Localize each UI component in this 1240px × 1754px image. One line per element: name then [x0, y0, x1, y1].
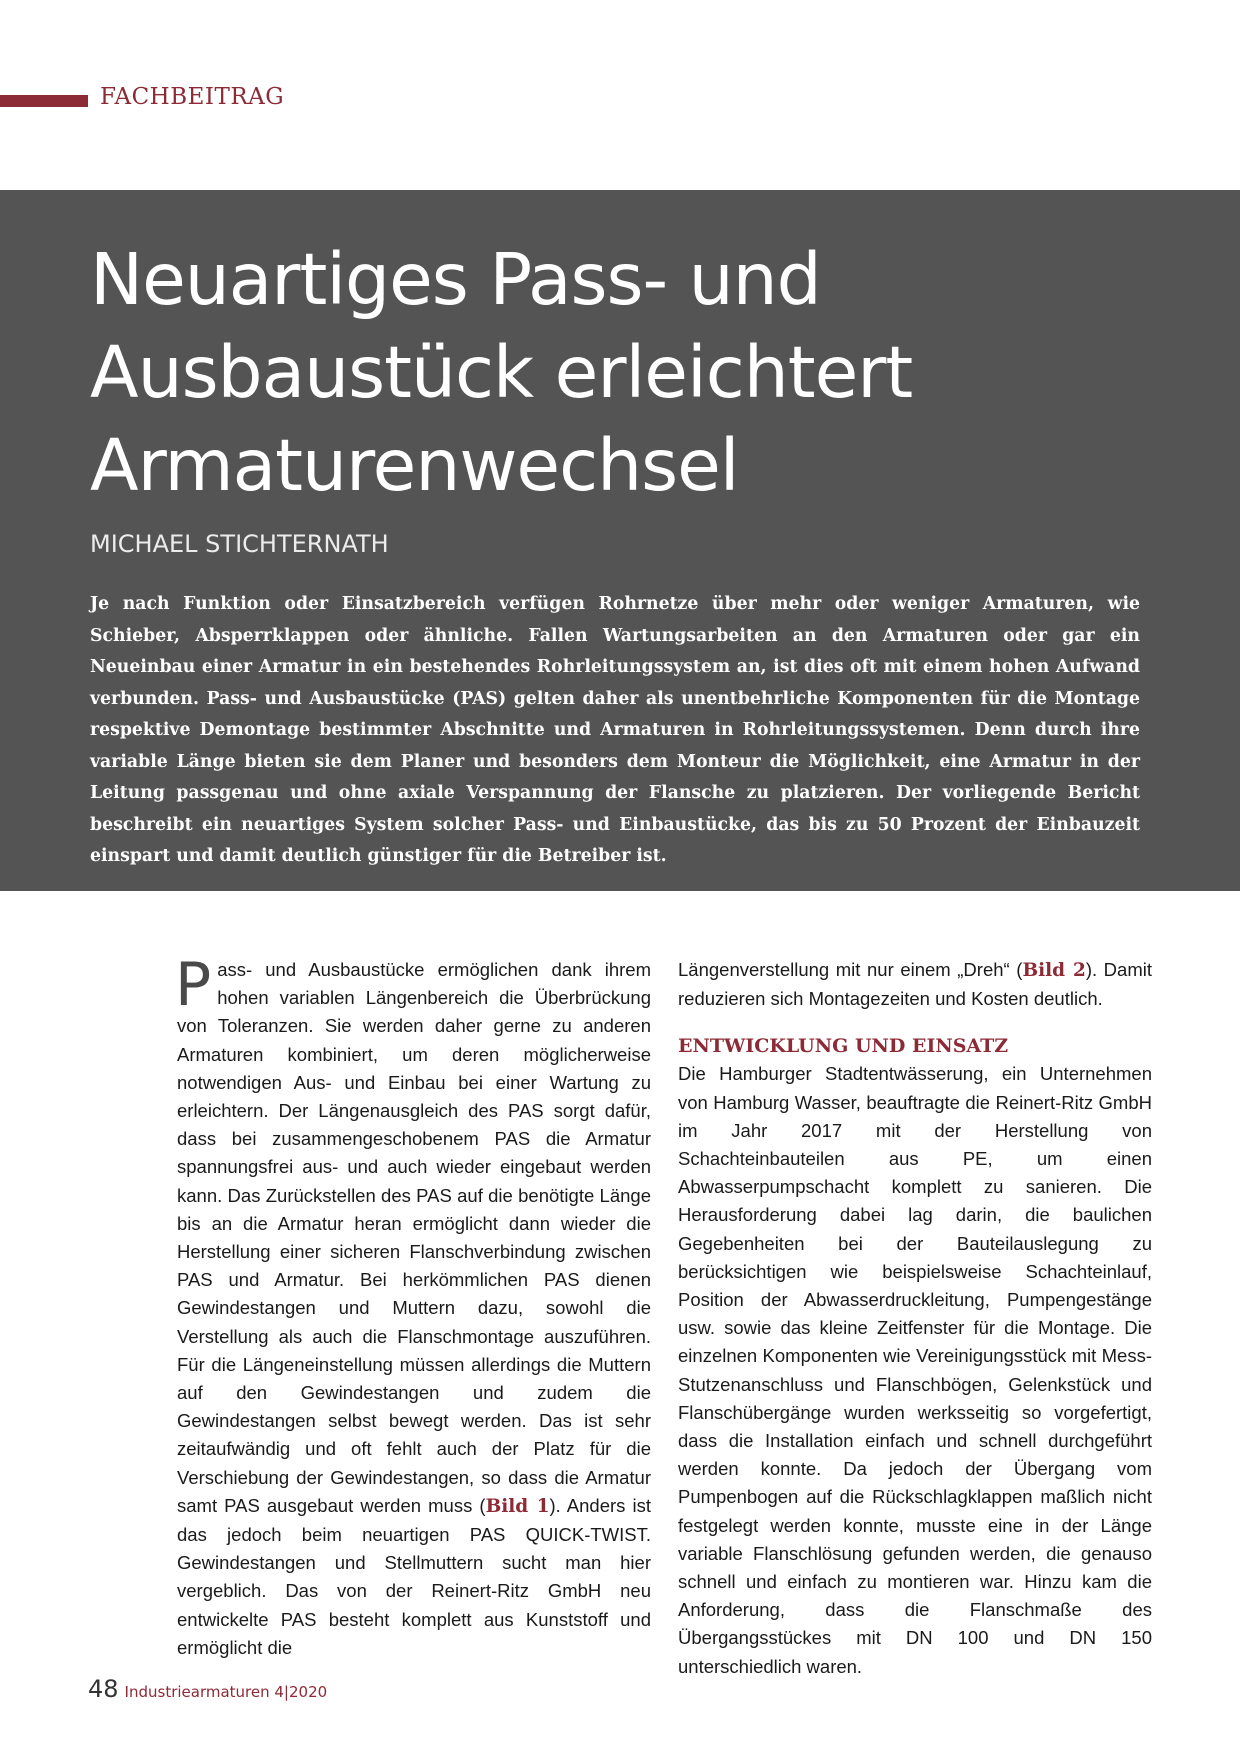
article-lead: Je nach Funktion oder Einsatzbereich verfügen Rohrnetze über mehr oder weniger Armaturen, wie Schieber, Absperrklappen oder ähnliche. Fallen Wartungsarbeiten an den Armaturen oder gar ein Neueinbau einer Armatur in ein bestehendes Rohrleitungssystem an, ist dies oft mit einem hohen Aufwand verbunden. Pass- und Ausbaustücke (PAS) gelten daher als unentbehrliche Komponenten für die Montage respektive Demontage bestimmter Abschnitte und Armaturen in Rohrleitungssystemen. Denn durch ihre variable Länge bieten sie dem Planer und besonders dem Monteur die Möglichkeit, eine Armatur in der Leitung passgenau und ohne axiale Verspannung der Flansche zu platzieren. Der vorliegende Bericht beschreibt ein neuartiges System solcher Pass- und Einbaustücke, das bis zu 50 Prozent der Einbauzeit einspart und damit deutlich günstiger für die Betreiber ist.	[90, 594, 1140, 866]
body-paragraph	[678, 956, 1152, 1013]
section-label: FACHBEITRAG	[100, 84, 285, 110]
figure-reference-bild-1[interactable]: Bild 1	[485, 1495, 550, 1517]
article-headline: Neuartiges Pass- und Ausbaustück erleichtert Armaturenwechsel	[90, 238, 913, 507]
body-paragraph: Die Hamburger Stadtentwässerung, ein Unternehmen von Hamburg Wasser, beauftragte die Reinert-Ritz GmbH im Jahr 2017 mit der Herstellung von Schachteinbauteilen aus PE, um einen Abwasserpumpschacht komplett zu sanieren. Die Herausforderung dabei lag darin, die baulichen Gegebenheiten bei der Bauteilauslegung zu berücksichtigen wie beispielsweise Schachteinlauf, Position der Abwasserdruckleitung, Pumpengestänge usw. sowie das kleine Zeitfenster für die Montage. Die einzelnen Komponenten wie Vereinigungsstück mit Mess-Stutzenanschluss und Flanschbögen, Gelenkstück und Flanschübergänge wurden werksseitig so vorgefertigt, dass die Installation einfach und schnell durchgeführt werden konnte. Da jedoch der Übergang vom Pumpenbogen auf die Rückschlagklappen maßlich nicht festgelegt werden konnte, musste eine in der Länge variable Flanschlösung gefunden werden, die genauso schnell und einfach zu montieren war. Hinzu kam die Anforderung, dass die Flanschmaße des Übergangsstückes mit DN 100 und DN 150 unterschiedlich waren.	[678, 1063, 1152, 1677]
journal-name: Industriearmaturen 4|2020	[124, 1683, 328, 1701]
page-footer	[88, 1675, 327, 1703]
body-text: Längenverstellung mit nur einem „Dreh“ (	[678, 959, 1023, 980]
body-text: ). Damit reduzieren sich Montagezeiten und Kosten deutlich.	[678, 959, 1152, 1010]
section-subhead: ENTWICKLUNG UND EINSATZ	[678, 1035, 1009, 1058]
page-number: 48	[88, 1675, 119, 1703]
drop-cap: P	[175, 950, 212, 1020]
body-text: ). Anders ist das jedoch beim neuartigen PAS QUICK-TWIST. Gewindestangen und Stellmuttern sucht man hier vergeblich. Das von der Reinert-Ritz GmbH neu entwickelte PAS besteht komplett aus Kunststoff und ermöglicht die	[177, 1494, 651, 1658]
article-author: MICHAEL STICHTERNATH	[90, 530, 389, 558]
body-paragraph	[175, 950, 651, 1662]
section-accent-bar	[0, 95, 88, 107]
body-text: ass- und Ausbaustücke ermöglichen dank ihrem hohen variablen Längenbereich die Überbrückung von Toleranzen. Sie werden daher gerne zu anderen Armaturen kombiniert, um deren möglicherweise notwendigen Aus- und Einbau bei einer Wartung zu erleichtern. Der Längenausgleich des PAS sorgt dafür, dass bei zusammengeschobenem PAS die Armatur spannungsfrei aus- und auch wieder eingebaut werden kann. Das Zurückstellen des PAS auf die benötigte Länge bis an die Armatur heran ermöglicht dann wieder die Herstellung einer sicheren Flanschverbindung zwischen PAS und Armatur. Bei herkömmlichen PAS dienen Gewindestangen und Muttern dazu, sowohl die Verstellung als auch die Flanschmontage auszuführen. Für die Längeneinstellung müssen allerdings die Muttern auf den Gewindestangen und zudem die Gewindestangen selbst bewegt werden. Das ist sehr zeitaufwändig und oft fehlt auch der Platz für die Verschiebung der Gewindestangen, so dass die Armatur samt PAS ausgebaut werden muss (	[177, 959, 651, 1516]
figure-reference-bild-2[interactable]: Bild 2	[1022, 960, 1086, 981]
body-column-right	[678, 956, 1152, 1681]
body-column-left	[175, 950, 651, 1662]
